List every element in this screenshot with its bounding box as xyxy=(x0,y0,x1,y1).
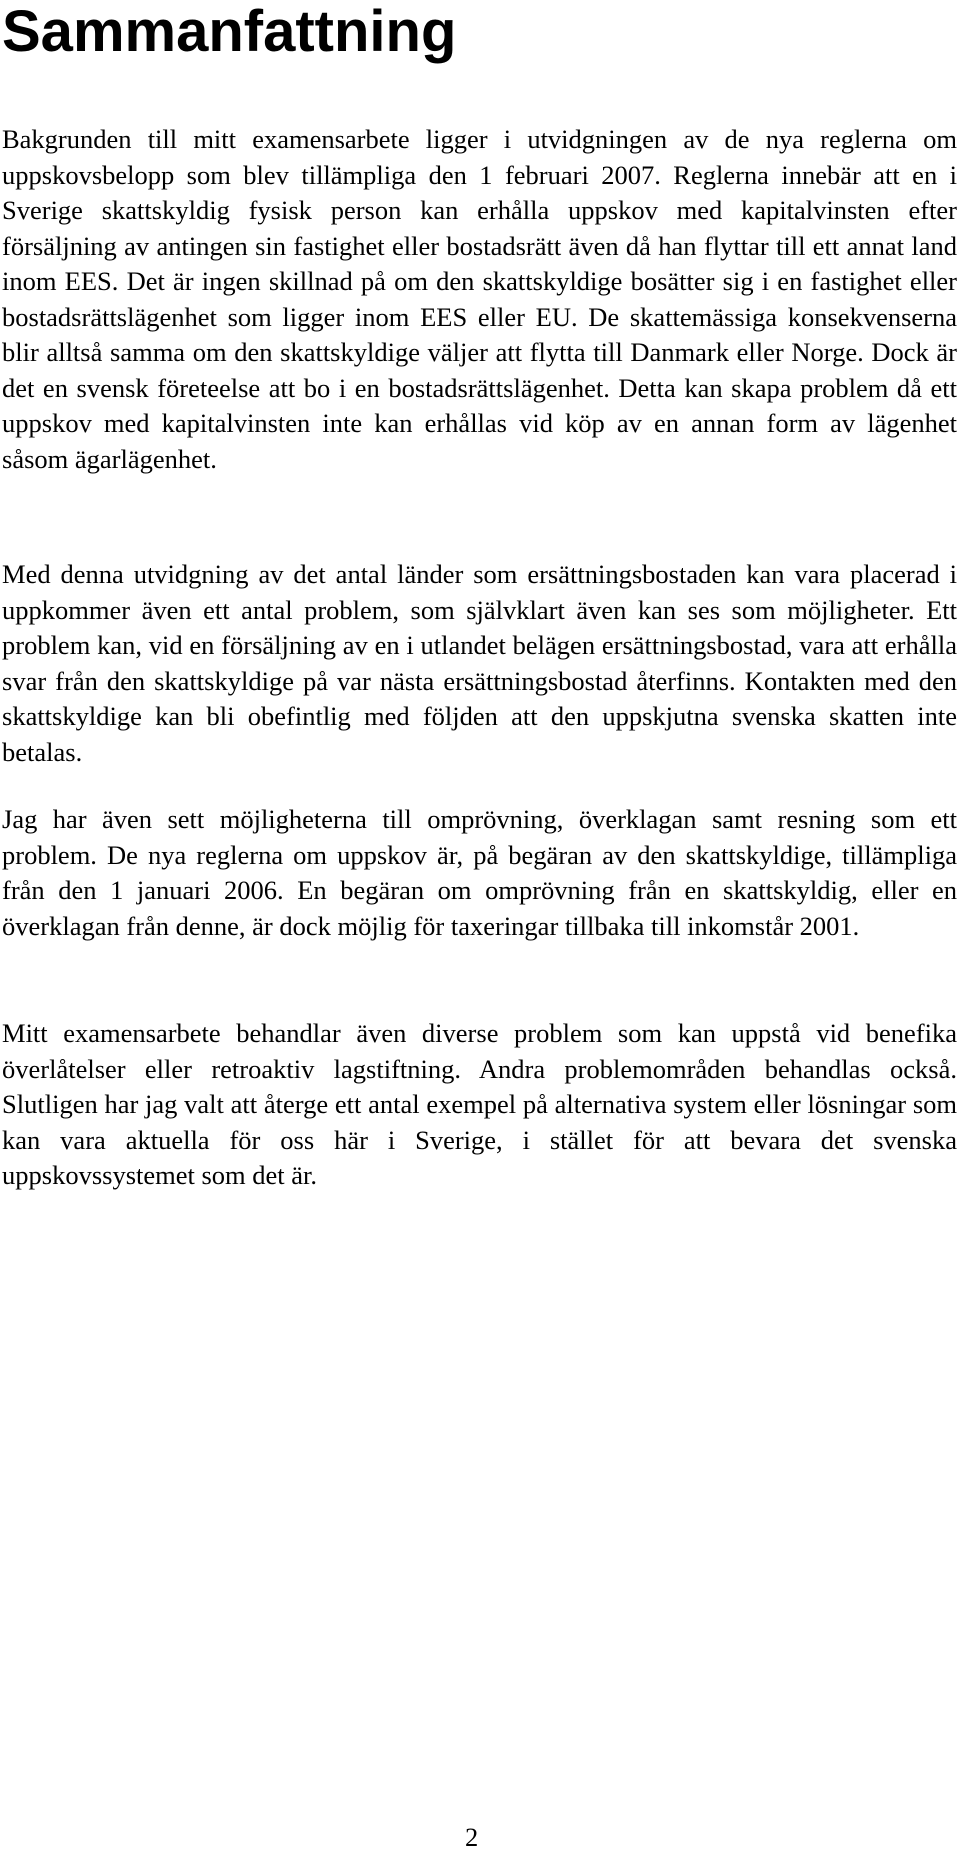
paragraph-text: Med denna utvidgning av det antal länder som ersättningsbostaden kan vara placerad i uppkommer även ett antal problem, som självklart även kan ses som möjligheter. Ett problem kan, vid en försäljning av en i utlandet belägen ersättningsbostad, vara att erhålla svar från den skattskyldige på var nästa ersättningsbostad återfinns. Kontakten med den skattskyldige kan bli obefintlig med följden att den uppskjutna svenska skatten inte betalas. xyxy=(2,559,957,767)
paragraph-text: Bakgrunden till mitt examensarbete ligger i utvidgningen av de nya reglerna om uppskovsbelopp som blev tillämpliga den 1 februari 2007. Reglerna innebär att en i Sverige skattskyldig fysisk person kan erhålla uppskov med kapitalvinsten efter försäljning av antingen sin fastighet eller bostadsrätt även då han flyttar till ett annat land inom EES. Det är ingen skillnad på om den skattskyldige bosätter sig i en fastighet eller bostadsrättslägenhet som ligger inom EES eller EU. De skattemässiga konsekvenserna blir alltså samma om den skattskyldige väljer att flytta till Danmark eller Norge. Dock är det en svensk företeelse att bo i en bostadsrättslägenhet. Detta kan skapa problem då ett uppskov med kapitalvinsten inte kan erhållas vid köp av en annan form av lägenhet såsom ägarlägenhet. xyxy=(2,124,957,474)
page-number: 2 xyxy=(465,1822,479,1852)
page-title: Sammanfattning xyxy=(2,0,457,64)
paragraph-1 xyxy=(2,122,957,477)
paragraph-text: Jag har även sett möjligheterna till omprövning, överklagan samt resning som ett problem. De nya reglerna om uppskov är, på begäran av den skattskyldige, tillämpliga från den 1 januari 2006. En begäran om omprövning från en skattskyldig, eller en överklagan från denne, är dock möjlig för taxeringar tillbaka till inkomstår 2001. xyxy=(2,804,957,941)
paragraph-text: Mitt examensarbete behandlar även diverse problem som kan uppstå vid benefika överlåtelser eller retroaktiv lagstiftning. Andra problemområden behandlas också. Slutligen har jag valt att återge ett antal exempel på alternativa system eller lösningar som kan vara aktuella för oss här i Sverige, i stället för att bevara det svenska uppskovssystemet som det är. xyxy=(2,1018,957,1190)
paragraph-2 xyxy=(2,557,957,770)
paragraph-4 xyxy=(2,1016,957,1194)
paragraph-3 xyxy=(2,802,957,944)
